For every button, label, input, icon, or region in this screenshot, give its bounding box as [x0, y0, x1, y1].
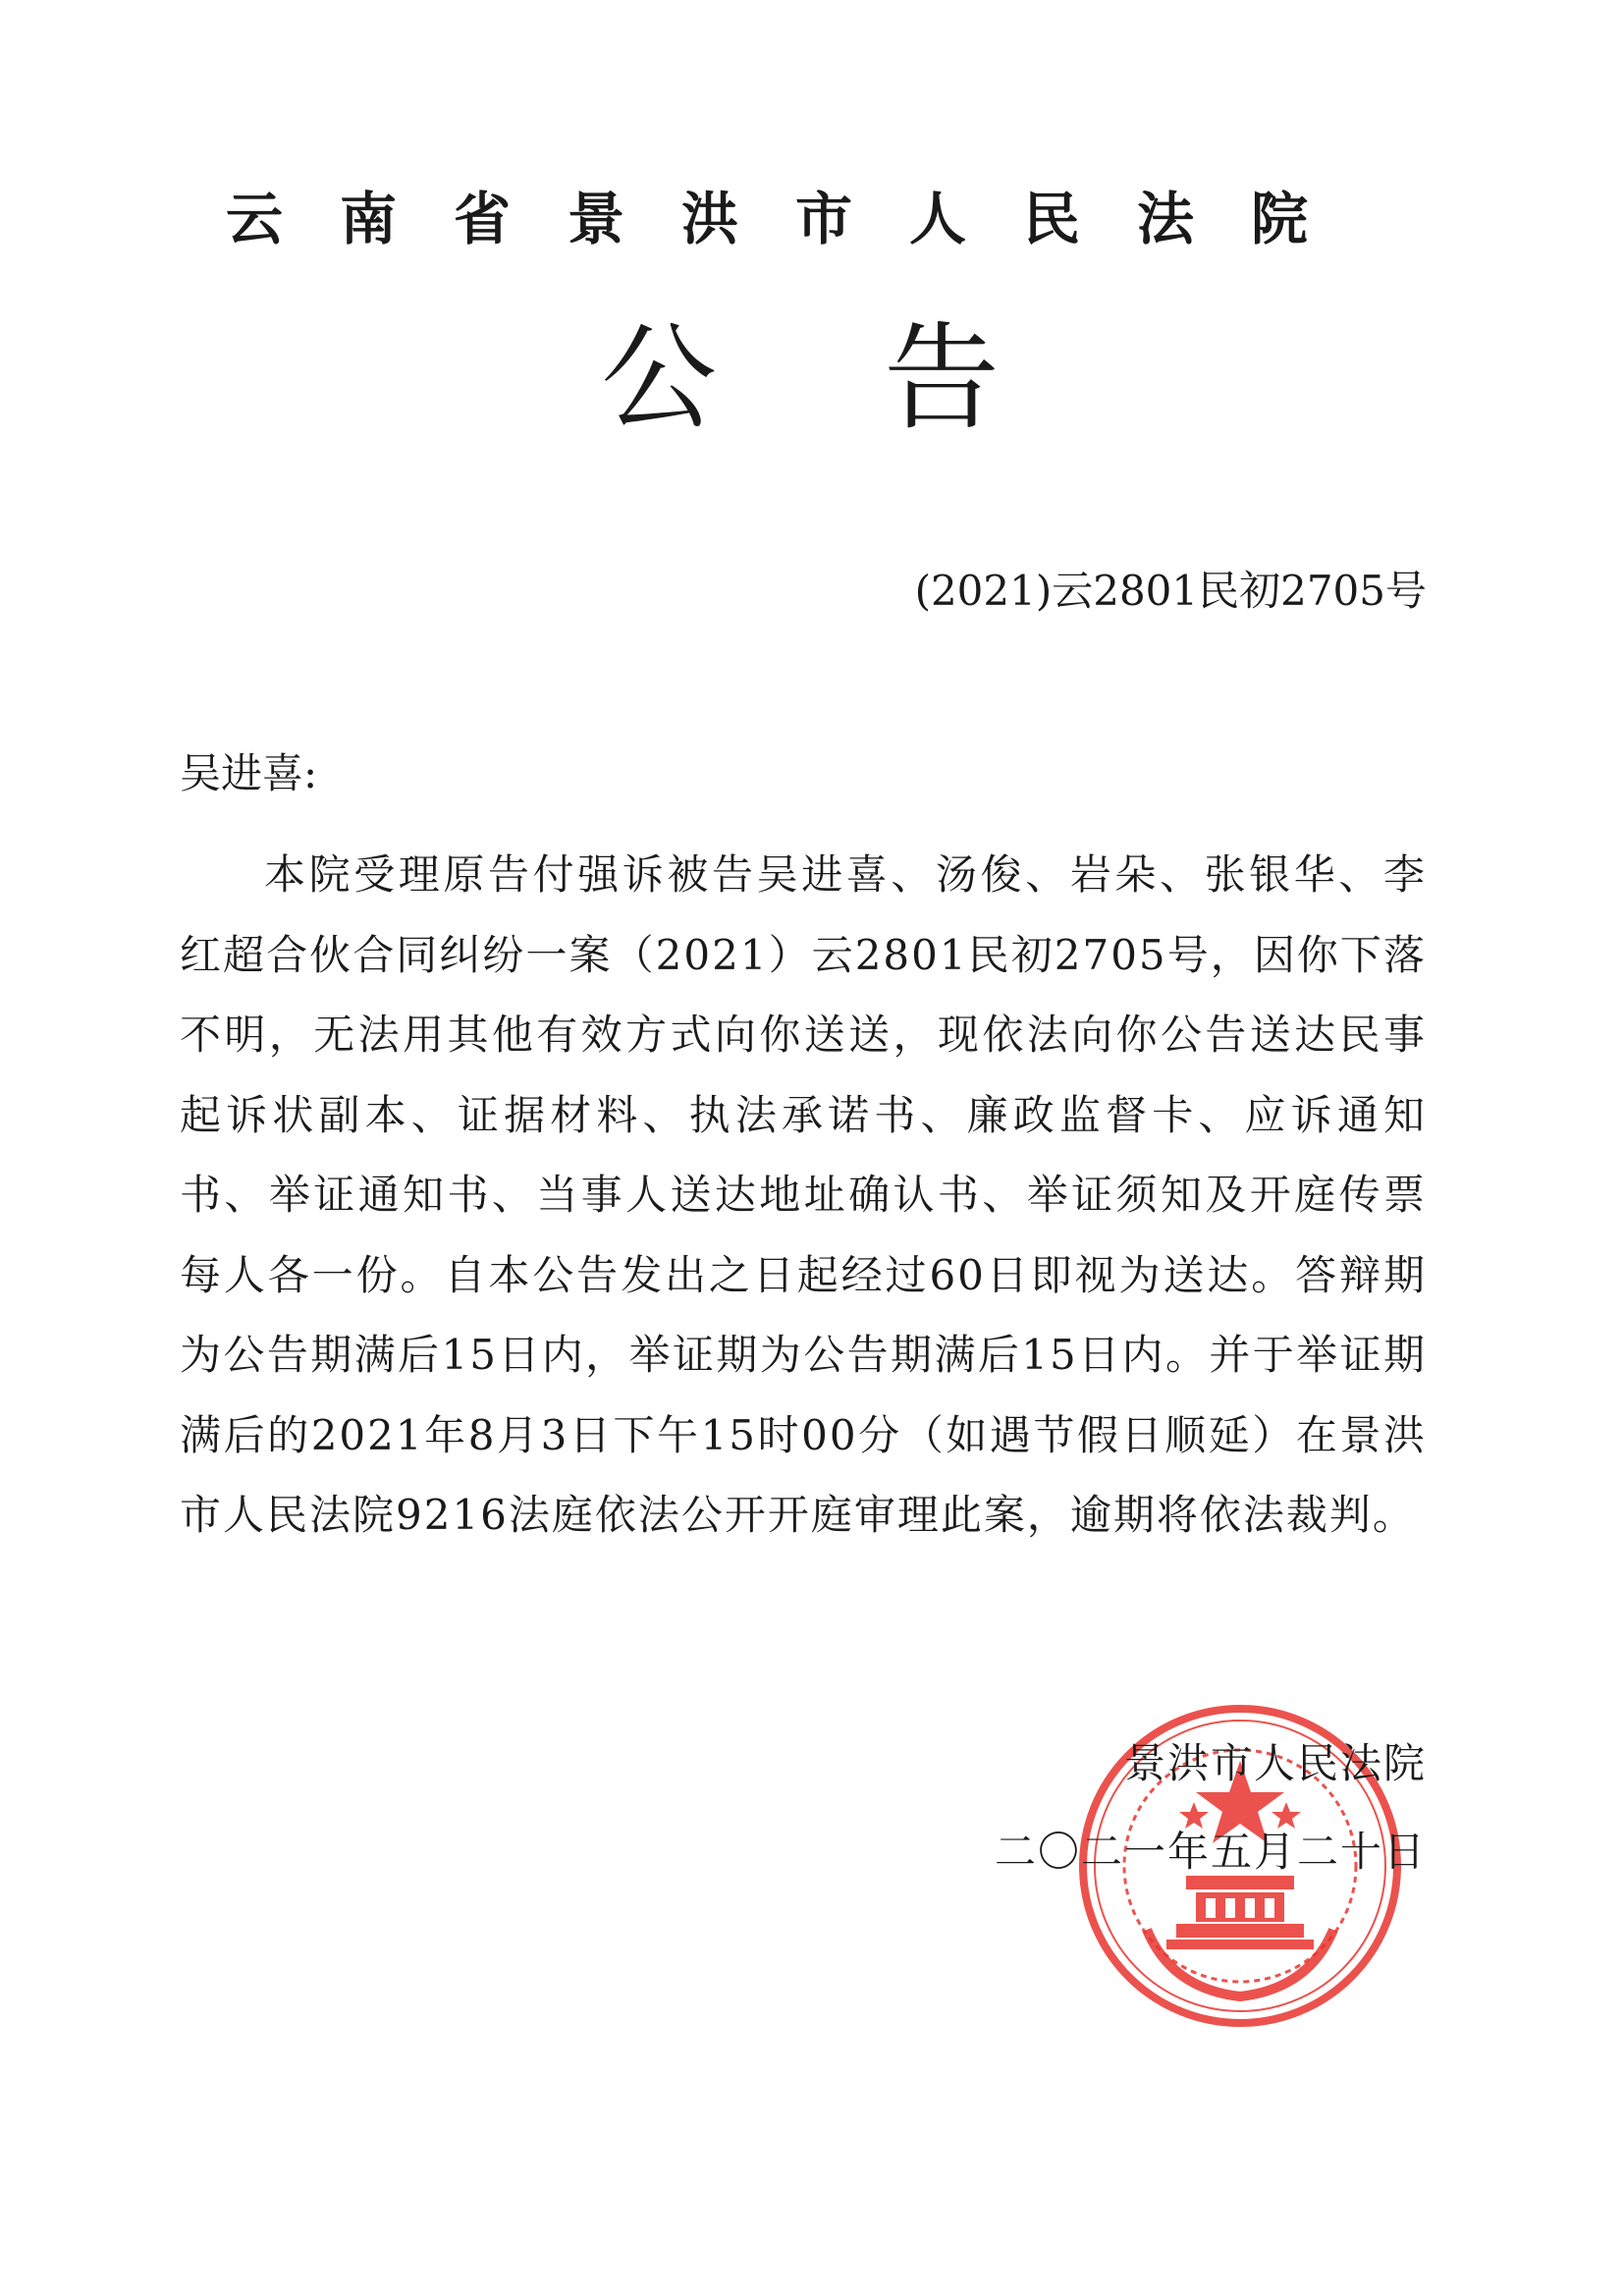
- case-number: (2021)云2801民初2705号: [914, 567, 1427, 615]
- court-name-heading: 云南省景洪市人民法院: [226, 186, 1366, 252]
- signature-court: 景洪市人民法院: [1123, 1739, 1427, 1787]
- notice-body: 本院受理原告付强诉被告吴进喜、汤俊、岩朵、张银华、李红超合伙合同纠纷一案（2021）云2801民初2705号，因你下落不明，无法用其他有效方式向你送送，现依法向你公告送达民事起诉状副本、证据材料、执法承诺书、廉政监督卡、应诉通知书、举证通知书、当事人送达地址确认书、举证须知及开庭传票每人各一份。自本公告发出之日起经过60日即视为送达。答辩期为公告期满后15日内，举证期为公告期满后15日内。并于举证期满后的2021年8月3日下午15时00分（如遇节假日顺延）在景洪市人民法院9216法庭依法公开开庭审理此案，逾期将依法裁判。: [180, 850, 1427, 1539]
- addressee: 吴进喜:: [180, 749, 318, 797]
- document-title: 公告: [601, 310, 1167, 446]
- signature-date: 二〇二一年五月二十日: [994, 1828, 1427, 1876]
